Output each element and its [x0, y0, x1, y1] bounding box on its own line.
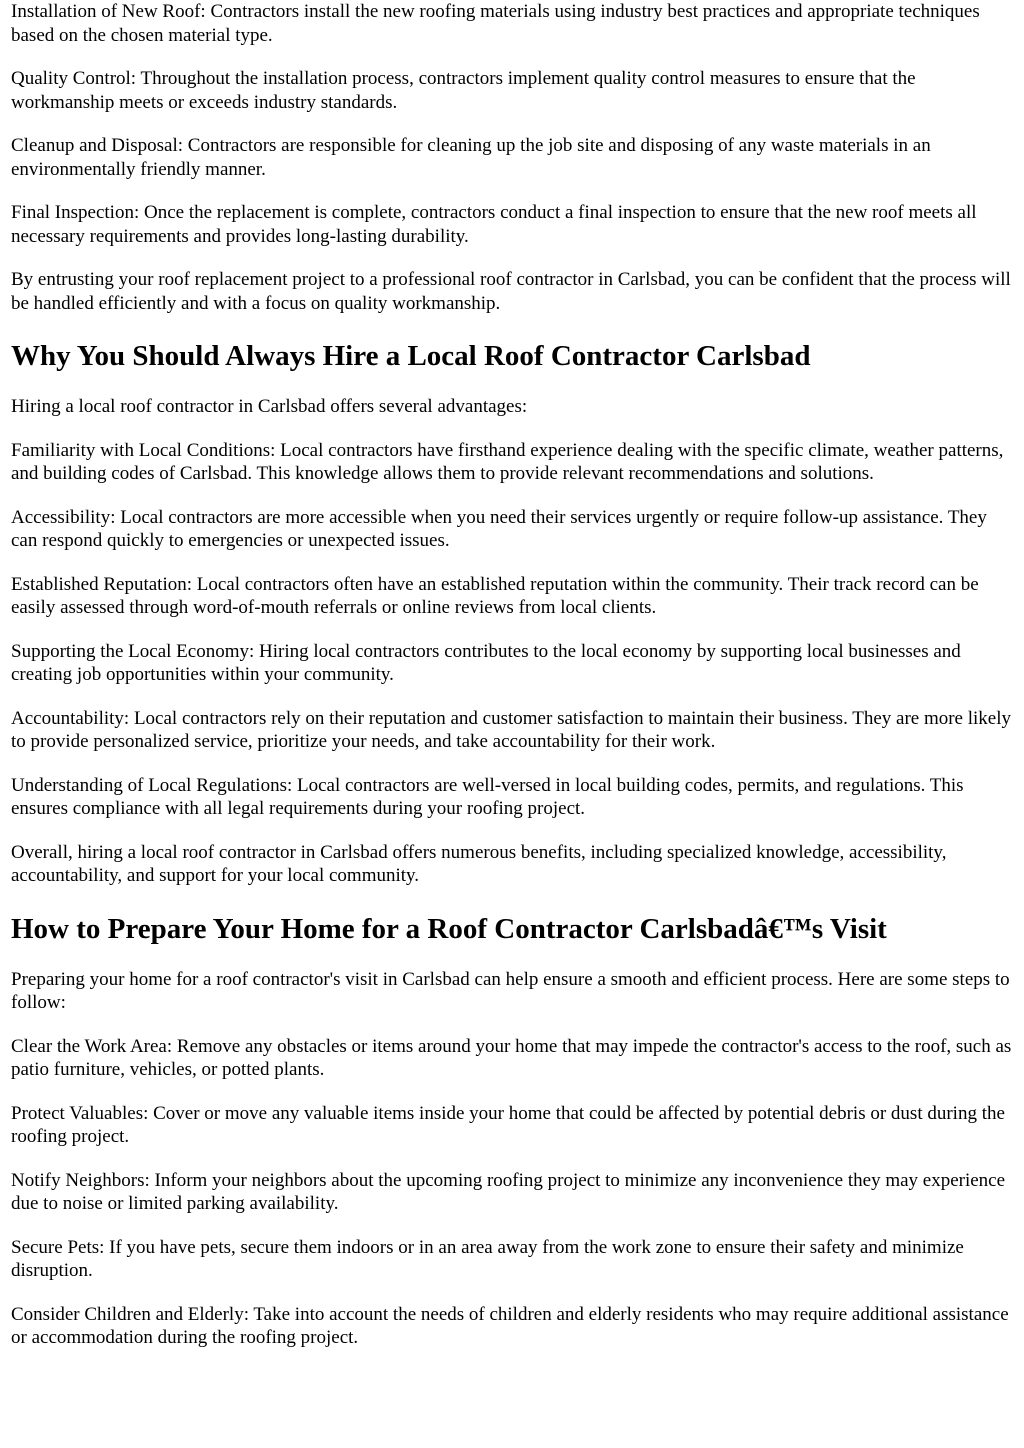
paragraph-children-elderly: Consider Children and Elderly: Take into account the needs of children and elderly residents who may require additional assistance or accommodation during the roofing project.	[11, 1303, 1009, 1348]
paragraph-conclusion-replacement: By entrusting your roof replacement project to a professional roof contractor in Carlsbad, you can be confident that the process will be handled efficiently and with a focus on quality workmanship.	[11, 269, 1011, 314]
paragraph-cleanup: Cleanup and Disposal: Contractors are responsible for cleaning up the job site and disposing of any waste materials in an environmentally friendly manner.	[11, 135, 931, 180]
paragraph-local-conditions: Familiarity with Local Conditions: Local contractors have firsthand experience dealing with the specific climate, weather patterns, and building codes of Carlsbad. This knowledge allows them to provide relevant recommendations and solutions.	[11, 439, 1004, 484]
paragraph-accessibility: Accessibility: Local contractors are more accessible when you need their services urgently or require follow-up assistance. They can respond quickly to emergencies or unexpected issues.	[11, 506, 987, 551]
paragraph-notify-neighbors: Notify Neighbors: Inform your neighbors about the upcoming roofing project to minimize any inconvenience they may experience due to noise or limited parking availability.	[11, 1169, 1006, 1214]
paragraph-clear-work-area: Clear the Work Area: Remove any obstacles or items around your home that may impede the contractor's access to the roof, such as patio furniture, vehicles, or potted plants.	[11, 1035, 1012, 1080]
heading-prepare-home: How to Prepare Your Home for a Roof Contractor Carlsbadâ€™s Visit	[11, 912, 887, 945]
paragraph-final-inspection: Final Inspection: Once the replacement is complete, contractors conduct a final inspection to ensure that the new roof meets all necessary requirements and provides long-lasting durability.	[11, 202, 977, 247]
paragraph-regulations: Understanding of Local Regulations: Local contractors are well-versed in local building codes, permits, and regulations. This ensures compliance with all legal requirements during your roofing project.	[11, 774, 964, 819]
paragraph-accountability: Accountability: Local contractors rely on their reputation and customer satisfaction to maintain their business. They are more likely to provide personalized service, prioritize your needs, and take accountability for their work.	[11, 707, 1012, 752]
paragraph-protect-valuables: Protect Valuables: Cover or move any valuable items inside your home that could be affected by potential debris or dust during the roofing project.	[11, 1102, 1005, 1147]
section-replacement-steps	[11, 0, 1016, 315]
section-prepare-home	[11, 912, 1016, 1350]
paragraph-local-economy: Supporting the Local Economy: Hiring local contractors contributes to the local economy by supporting local businesses and creating job opportunities within your community.	[11, 640, 961, 685]
section-local-contractor	[11, 339, 1016, 888]
paragraph-reputation: Established Reputation: Local contractors often have an established reputation within the community. Their track record can be easily assessed through word-of-mouth referrals or online reviews from local clients.	[11, 573, 979, 618]
paragraph-installation: Installation of New Roof: Contractors install the new roofing materials using industry best practices and appropriate techniques based on the chosen material type.	[11, 1, 980, 46]
paragraph-local-overall: Overall, hiring a local roof contractor in Carlsbad offers numerous benefits, including specialized knowledge, accessibility, accountability, and support for your local community.	[11, 841, 947, 886]
paragraph-quality-control: Quality Control: Throughout the installation process, contractors implement quality control measures to ensure that the workmanship meets or exceeds industry standards.	[11, 68, 916, 113]
paragraph-prepare-intro: Preparing your home for a roof contractor's visit in Carlsbad can help ensure a smooth and efficient process. Here are some steps to follow:	[11, 968, 1010, 1013]
paragraph-secure-pets: Secure Pets: If you have pets, secure them indoors or in an area away from the work zone to ensure their safety and minimize disruption.	[11, 1236, 964, 1281]
paragraph-local-intro: Hiring a local roof contractor in Carlsbad offers several advantages:	[11, 396, 528, 417]
heading-local-contractor: Why You Should Always Hire a Local Roof Contractor Carlsbad	[11, 340, 811, 372]
